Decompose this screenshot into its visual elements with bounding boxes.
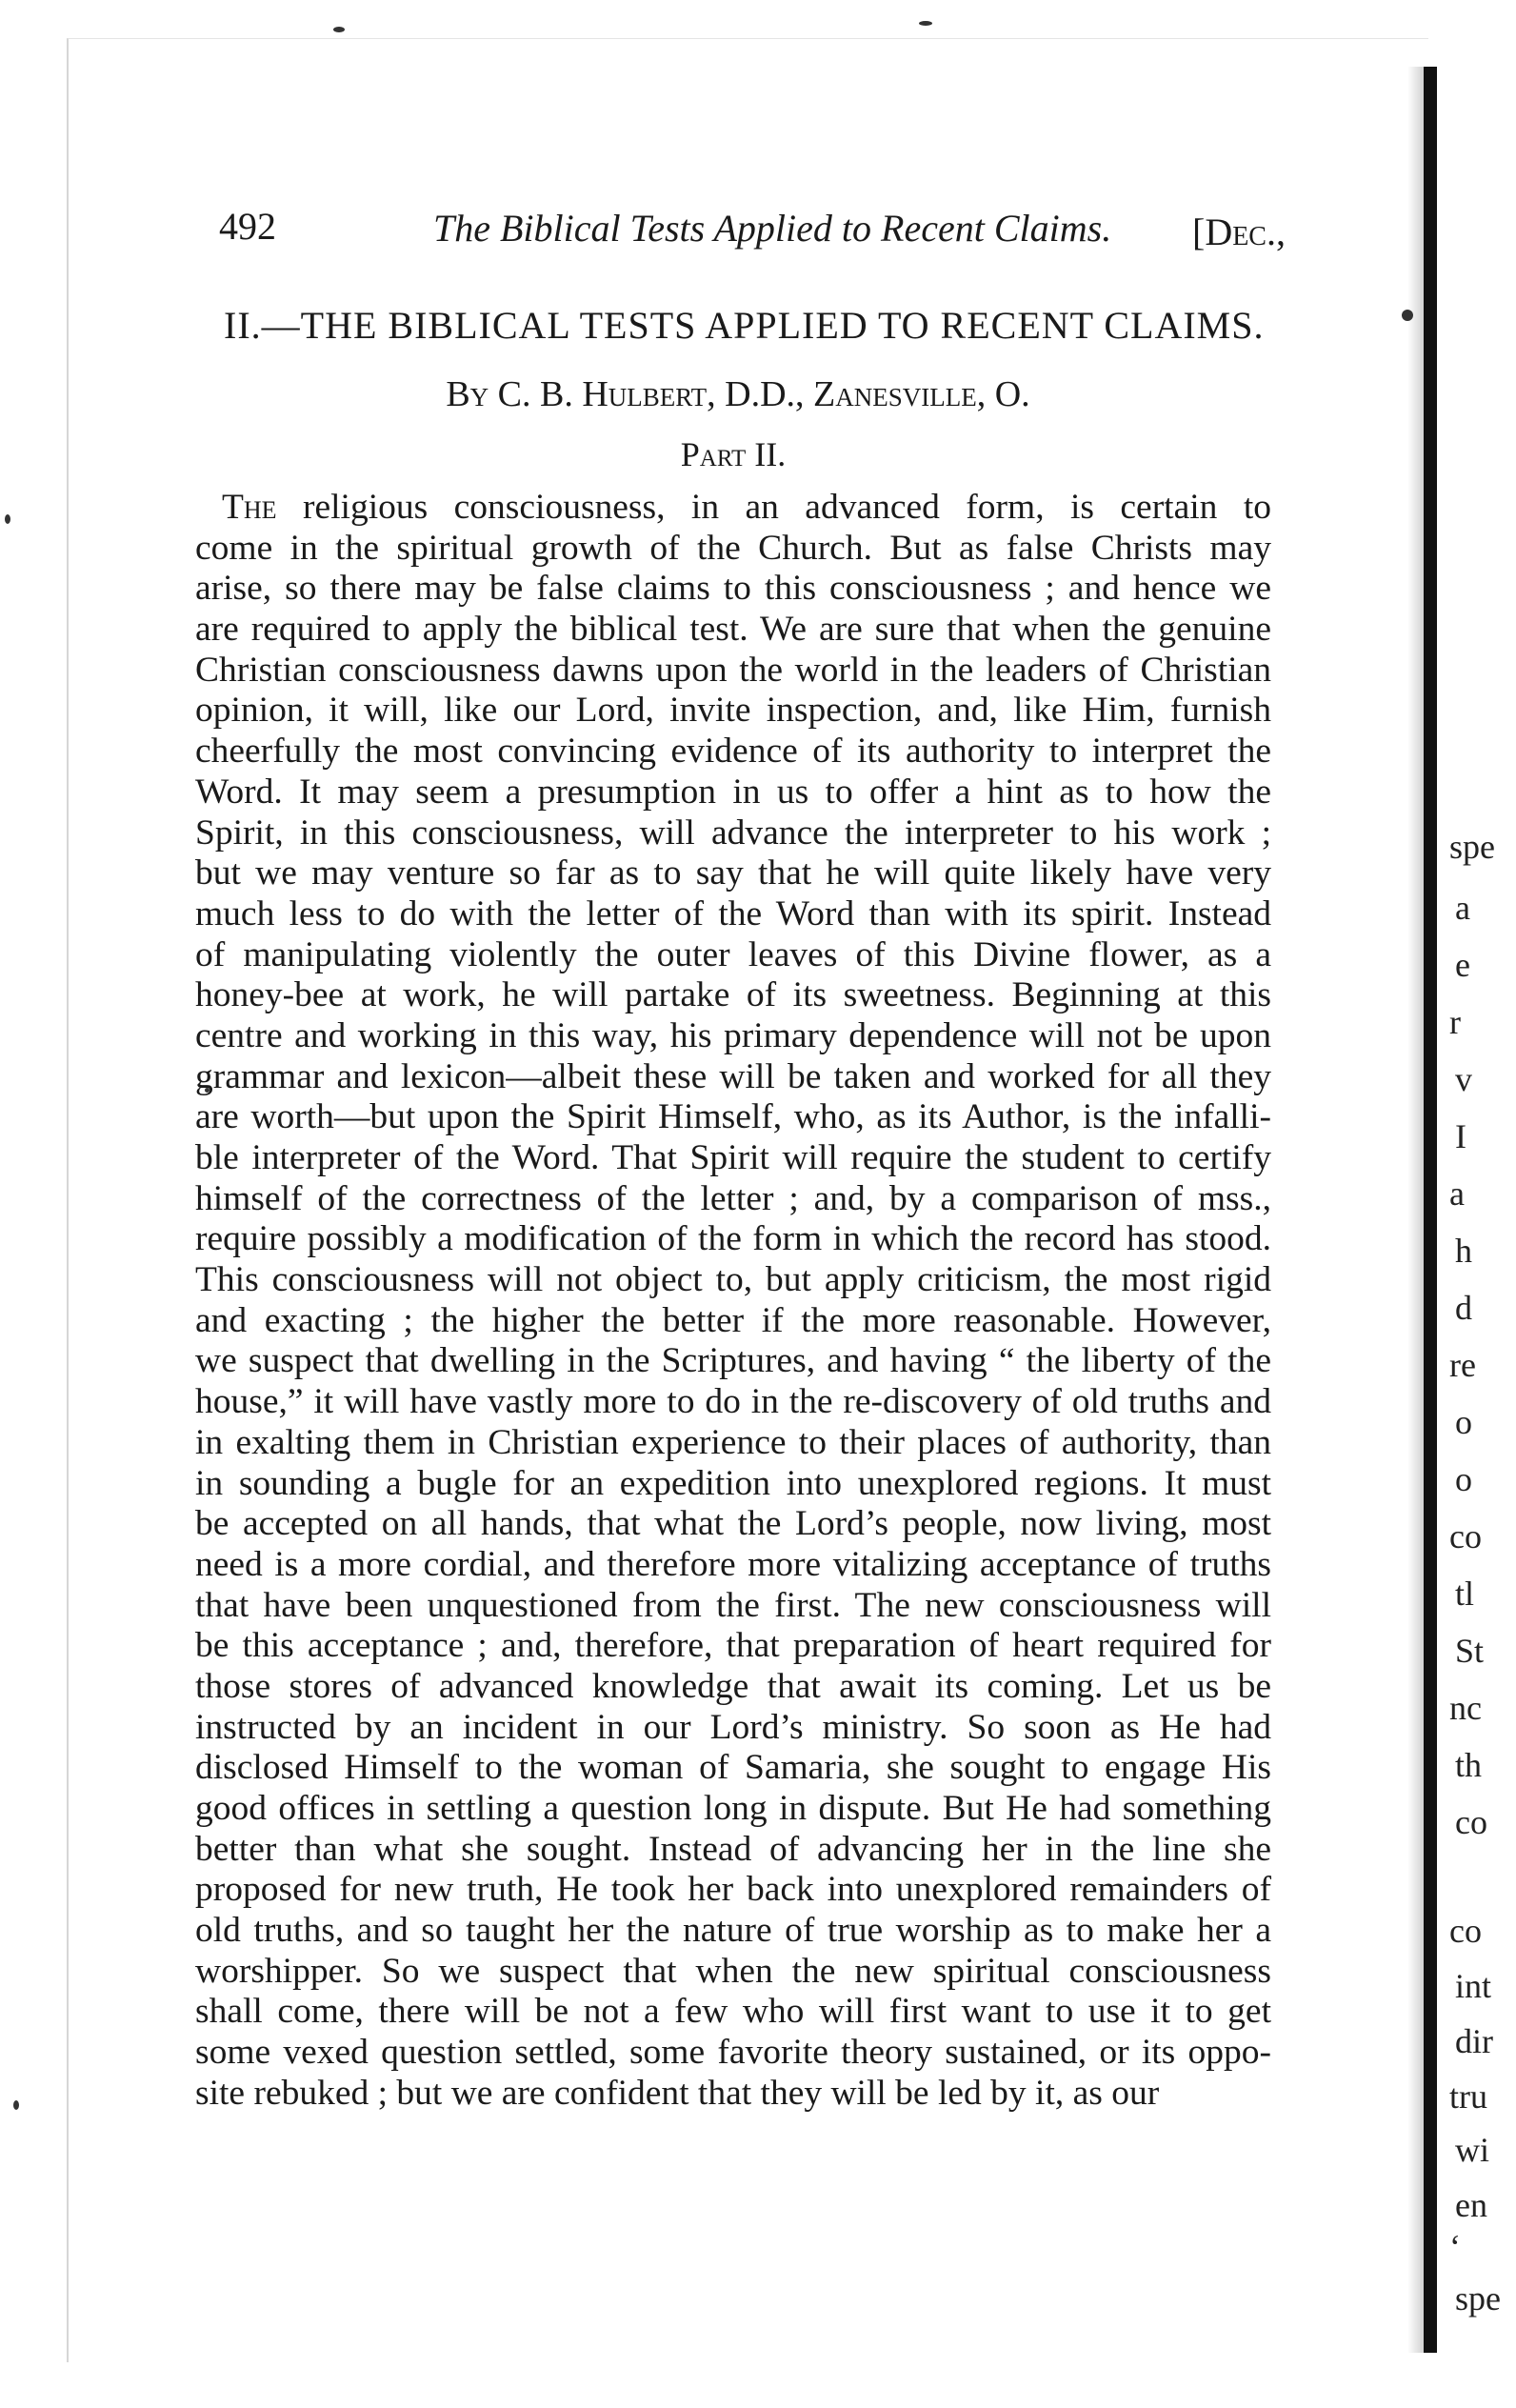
body-line: instructed by an incident in our Lord’s ministry. So soon as He had [195,1707,1271,1747]
running-title: The Biblical Tests Applied to Recent Claims. [433,207,1112,250]
facing-page-fragment: h [1455,1232,1472,1270]
body-line: proposed for new truth, He took her back into unexplored remainders of [195,1870,1271,1910]
body-line: centre and working in this way, his primary dependence will not be upon [195,1015,1271,1055]
facing-page-fragment: e [1455,946,1470,984]
body-line: some vexed question settled, some favorite theory sustained, or its oppo- [195,2033,1271,2073]
body-line: grammar and lexicon—albeit these will be taken and worked for all they [195,1056,1271,1096]
body-line: opinion, it will, like our Lord, invite inspection, and, like Him, furnish [195,691,1271,731]
body-line: are required to apply the biblical test. We are sure that when the genuine [195,610,1271,650]
running-head [219,200,1286,257]
facing-page-fragment: o [1455,1460,1472,1498]
article-heading: II.—THE BIBLICAL TESTS APPLIED TO RECENT CLAIMS. [224,304,1265,347]
body-line: be accepted on all hands, that what the Lord’s people, now living, most [195,1504,1271,1544]
page-edge-shadow [1407,67,1425,2353]
body-line: shall come, there will be not a few who will first want to use it to get [195,1992,1271,2032]
facing-page-fragment: co [1449,1912,1482,1950]
facing-page-fragment: int [1455,1967,1492,2005]
facing-page-fragment: r [1449,1003,1461,1041]
body-line: much less to do with the letter of the Word than with its spirit. Instead [195,893,1271,933]
body-line-text: religious consciousness, in an advanced form, is certain to [303,488,1271,527]
body-line: honey-bee at work, he will partake of its sweetness. Beginning at this [195,975,1271,1015]
body-line: in exalting them in Christian experience to their places of authority, than [195,1422,1271,1462]
facing-page-fragment: v [1455,1060,1472,1098]
body-line: better than what she sought. Instead of advancing her in the line she [195,1829,1271,1869]
body-line: we suspect that dwelling in the Scriptures, and having “ the liberty of the [195,1341,1271,1381]
body-line: require possibly a modification of the form in which the record has stood. [195,1219,1271,1259]
facing-page-fragment: spe [1449,828,1495,866]
body-line: but we may venture so far as to say that he will quite likely have very [195,853,1271,893]
facing-page-fragment: th [1455,1746,1483,1784]
facing-page-fragment: co [1449,1517,1482,1555]
facing-page-fragment: tru [1449,2077,1487,2116]
body-line: old truths, and so taught her the nature of true worship as to make her a [195,1911,1271,1951]
facing-page-fragment: a [1449,1174,1465,1213]
body-line: those stores of advanced knowledge that await its coming. Let us be [195,1666,1271,1706]
body-line: disclosed Himself to the woman of Samaria, she sought to engage His [195,1748,1271,1788]
body-line: in sounding a bugle for an expedition into unexplored regions. It must [195,1463,1271,1503]
facing-page-fragment: St [1455,1632,1485,1670]
body-line: worshipper. So we suspect that when the new spiritual consciousness [195,1951,1271,1991]
facing-page-fragment: d [1455,1289,1472,1327]
facing-page-fragment: tl [1455,1575,1475,1613]
scan-speck [919,21,932,26]
page-number: 492 [219,205,276,248]
facing-page-strip [1447,67,1516,2353]
facing-page-fragment: nc [1449,1689,1482,1727]
body-line: site rebuked ; but we are confident that they will be led by it, as our [195,2073,1160,2113]
scan-speck [5,514,10,524]
body-line: good offices in settling a question long in dispute. But He had something [195,1789,1271,1828]
body-line: This consciousness will not object to, but apply criticism, the most rigid [195,1260,1271,1300]
body-line: arise, so there may be false claims to this consciousness ; and hence we [195,569,1271,609]
facing-page-fragment: wi [1455,2131,1489,2169]
body-line: ble interpreter of the Word. That Spirit will require the student to certify [195,1138,1271,1177]
facing-page-fragment: dir [1455,2022,1493,2060]
binding-gutter [1424,67,1437,2353]
date-mark: [Dec., [1192,211,1286,253]
body-line: of manipulating violently the outer leaves of this Divine flower, as a [195,934,1271,974]
body-line: Spirit, in this consciousness, will advance the interpreter to his work ; [195,813,1271,853]
article-byline: By C. B. Hulbert, D.D., Zanesville, O. [446,374,1030,414]
scan-speck [1402,310,1413,321]
facing-page-fragment: co [1455,1803,1487,1841]
scan-speck [13,2100,19,2110]
body-line: are worth—but upon the Spirit Himself, who, as its Author, is the infalli- [195,1097,1271,1137]
drop-word: The [222,488,277,527]
facing-page-fragment: spe [1455,2279,1501,2318]
body-paragraph [195,488,1271,2115]
part-label: Part II. [680,435,787,473]
body-line: cheerfully the most convincing evidence of its authority to interpret the [195,732,1271,772]
body-line: come in the spiritual growth of the Church. But as false Christs may [195,528,1271,568]
body-line: himself of the correctness of the letter ; and, by a comparison of mss., [195,1178,1271,1218]
facing-page-fragment: a [1455,889,1470,927]
body-line: house,” it will have vastly more to do in the re-discovery of old truths and [195,1382,1271,1422]
facing-page-fragment: en [1455,2186,1487,2224]
body-line: Word. It may seem a presumption in us to offer a hint as to how the [195,772,1271,812]
body-line [195,488,1271,529]
body-line: Christian consciousness dawns upon the world in the leaders of Christian [195,650,1271,690]
body-line: that have been unquestioned from the first. The new consciousness will [195,1585,1271,1625]
facing-page-fragment: ‘ [1449,2228,1461,2266]
facing-page-fragment: I [1455,1117,1466,1155]
body-line: need is a more cordial, and therefore more vitalizing acceptance of truths [195,1544,1271,1584]
body-line: and exacting ; the higher the better if the more reasonable. However, [195,1300,1271,1340]
body-line: be this acceptance ; and, therefore, that preparation of heart required for [195,1626,1271,1666]
scan-speck [333,27,345,32]
facing-page-fragment: re [1449,1346,1476,1384]
facing-page-fragment: o [1455,1403,1472,1441]
